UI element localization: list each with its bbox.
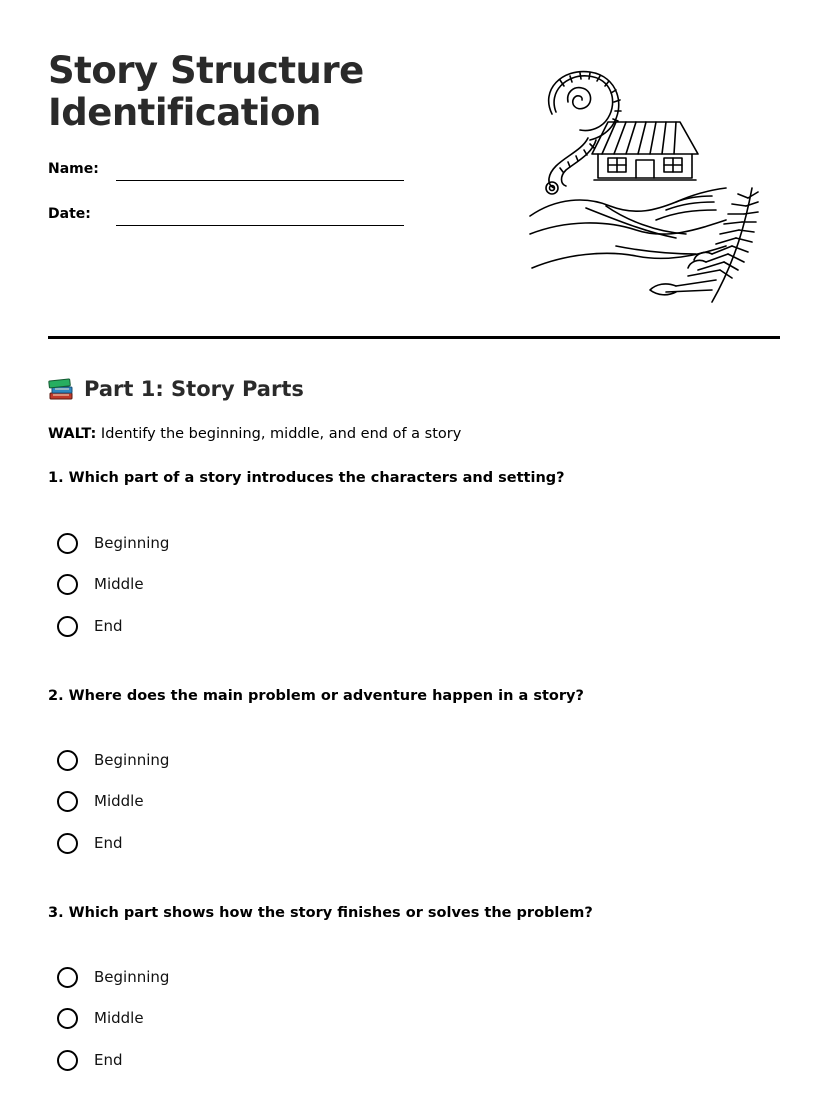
radio-button[interactable]	[57, 750, 78, 771]
radio-button[interactable]	[57, 616, 78, 637]
option-label: End	[94, 617, 123, 635]
option-label: Beginning	[94, 534, 170, 552]
radio-button[interactable]	[57, 967, 78, 988]
radio-button[interactable]	[57, 833, 78, 854]
section-divider	[48, 336, 780, 339]
q3-option-end[interactable]	[57, 1047, 123, 1073]
walt-statement	[48, 425, 461, 443]
q1-option-beginning[interactable]	[57, 530, 169, 556]
q2-option-middle[interactable]	[57, 788, 144, 814]
option-label: Middle	[94, 1009, 144, 1027]
option-label: Beginning	[94, 751, 170, 769]
question-2: 2. Where does the main problem or adventure happen in a story?	[48, 688, 584, 704]
name-label: Name:	[48, 161, 99, 177]
koru-spiral-icon	[546, 72, 621, 194]
part1-heading	[48, 374, 304, 404]
radio-button[interactable]	[57, 574, 78, 595]
option-label: End	[94, 834, 123, 852]
radio-button[interactable]	[57, 1008, 78, 1029]
title-line-1: Story Structure	[48, 49, 364, 92]
walt-text: Identify the beginning, middle, and end of a story	[96, 426, 462, 442]
walt-label: WALT:	[48, 426, 97, 442]
radio-button[interactable]	[57, 533, 78, 554]
part1-heading-text: Part 1: Story Parts	[84, 377, 304, 401]
date-field[interactable]	[48, 205, 408, 229]
radio-button[interactable]	[57, 791, 78, 812]
title-line-2: Identification	[48, 91, 321, 134]
q2-option-end[interactable]	[57, 830, 123, 856]
option-label: End	[94, 1051, 123, 1069]
page-title	[48, 50, 364, 134]
date-line[interactable]	[116, 225, 404, 226]
q1-option-middle[interactable]	[57, 571, 144, 597]
name-field[interactable]	[48, 160, 408, 184]
name-line[interactable]	[116, 180, 404, 181]
date-label: Date:	[48, 206, 91, 222]
option-label: Middle	[94, 792, 144, 810]
q3-option-beginning[interactable]	[57, 964, 169, 990]
q2-option-beginning[interactable]	[57, 747, 169, 773]
q1-option-end[interactable]	[57, 613, 123, 639]
option-label: Middle	[94, 575, 144, 593]
koru-house-hills-fern-illustration	[526, 70, 766, 308]
books-icon	[48, 377, 74, 401]
question-1: 1. Which part of a story introduces the characters and setting?	[48, 470, 565, 486]
option-label: Beginning	[94, 968, 170, 986]
radio-button[interactable]	[57, 1050, 78, 1071]
question-3: 3. Which part shows how the story finishes or solves the problem?	[48, 905, 593, 921]
q3-option-middle[interactable]	[57, 1005, 144, 1031]
